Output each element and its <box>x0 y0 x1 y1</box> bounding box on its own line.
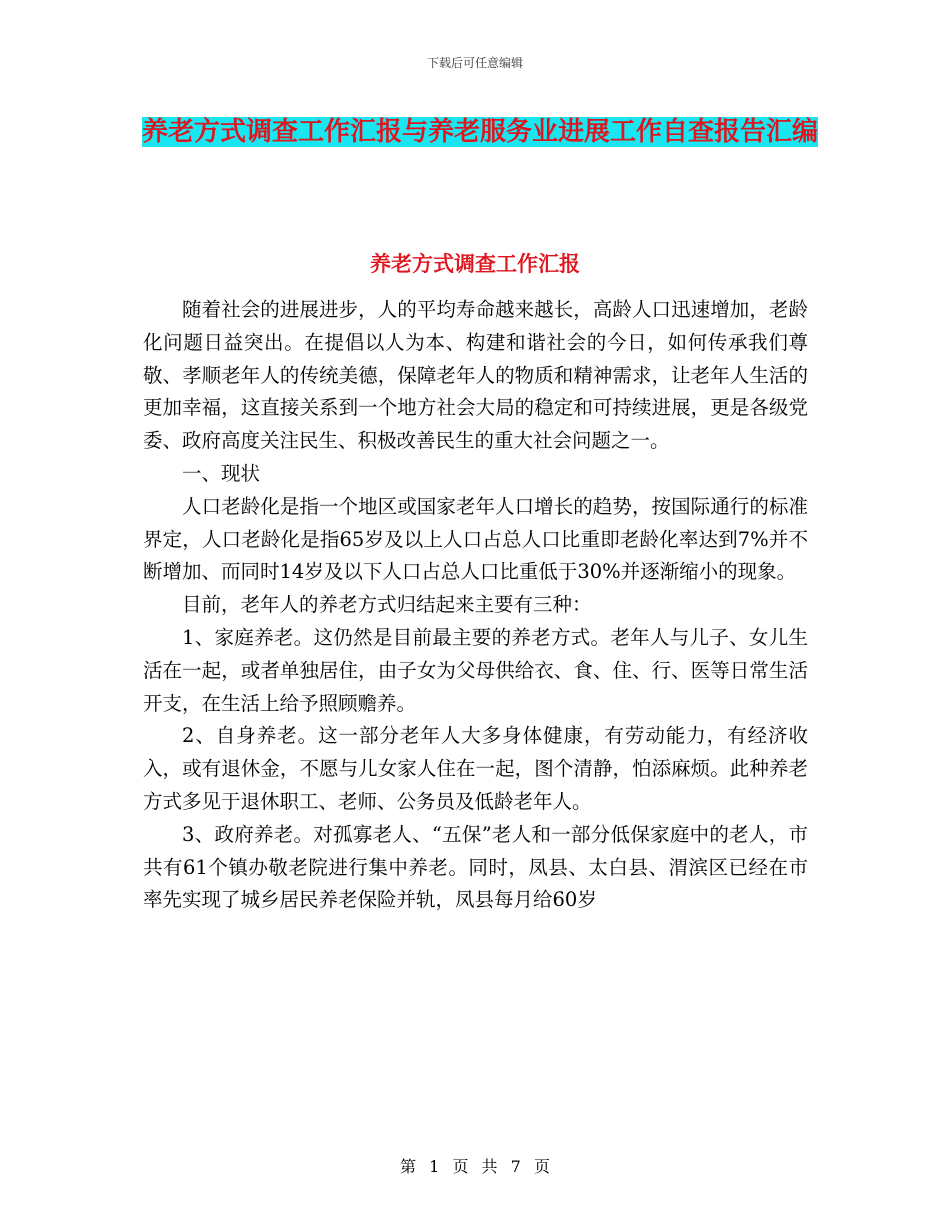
footer-page-label: 页 <box>452 1157 469 1176</box>
footer-prefix: 第 <box>400 1157 417 1176</box>
footer-total-label: 共 <box>481 1157 498 1176</box>
paragraph-self-care: 2、自身养老。这一部分老年人大多身体健康，有劳动能力，有经济收入，或有退休金，不愿与儿女家人住在一起，图个清静，怕添麻烦。此种养老方式多见于退休职工、老师、公务员及低龄老年人。 <box>143 724 808 813</box>
page-footer <box>0 1154 950 1177</box>
footer-suffix: 页 <box>533 1157 550 1176</box>
document-body <box>143 294 808 917</box>
footer-total-pages: 7 <box>510 1157 521 1176</box>
section-title: 养老方式调查工作汇报 <box>370 251 580 276</box>
document-title-text: 养老方式调查工作汇报与养老服务业进展工作自查报告汇编 <box>141 117 818 147</box>
paragraph-aging-definition: 人口老龄化是指一个地区或国家老年人口增长的趋势，按国际通行的标准界定，人口老龄化是指65岁及以上人口占总人口比重即老龄化率达到7%并不断增加、而同时14岁及以下人口占总人口比重低于30%并逐渐缩小的现象。 <box>143 494 808 584</box>
paragraph-heading-status: 一、现状 <box>182 461 261 485</box>
paragraph-family-care: 1、家庭养老。这仍然是目前最主要的养老方式。老年人与儿子、女儿生活在一起，或者单独居住，由子女为父母供给衣、食、住、行、医等日常生活开支，在生活上给予照顾赡养。 <box>143 625 808 715</box>
document-title <box>140 110 820 154</box>
header-note: 下载后可任意编辑 <box>426 56 523 70</box>
footer-page-number: 1 <box>429 1157 440 1176</box>
paragraph-government-care: 3、政府养老。对孤寡老人、“五保”老人和一部分低保家庭中的老人，市共有61个镇办敬老院进行集中养老。同时，凤县、太白县、渭滨区已经在市率先实现了城乡居民养老保险并轨，凤县每月给60岁 <box>143 822 808 912</box>
paragraph-three-modes: 目前，老年人的养老方式归结起来主要有三种： <box>182 593 592 617</box>
paragraph-intro: 随着社会的进展进步，人的平均寿命越来越长，高龄人口迅速增加，老龄化问题日益突出。在提倡以人为本、构建和谐社会的今日，如何传承我们尊敬、孝顺老年人的传统美德，保障老年人的物质和精神需求，让老年人生活的更加幸福，这直接关系到一个地方社会大局的稳定和可持续进展，更是各级党委、政府高度关注民生、积极改善民生的重大社会问题之一。 <box>143 298 808 453</box>
